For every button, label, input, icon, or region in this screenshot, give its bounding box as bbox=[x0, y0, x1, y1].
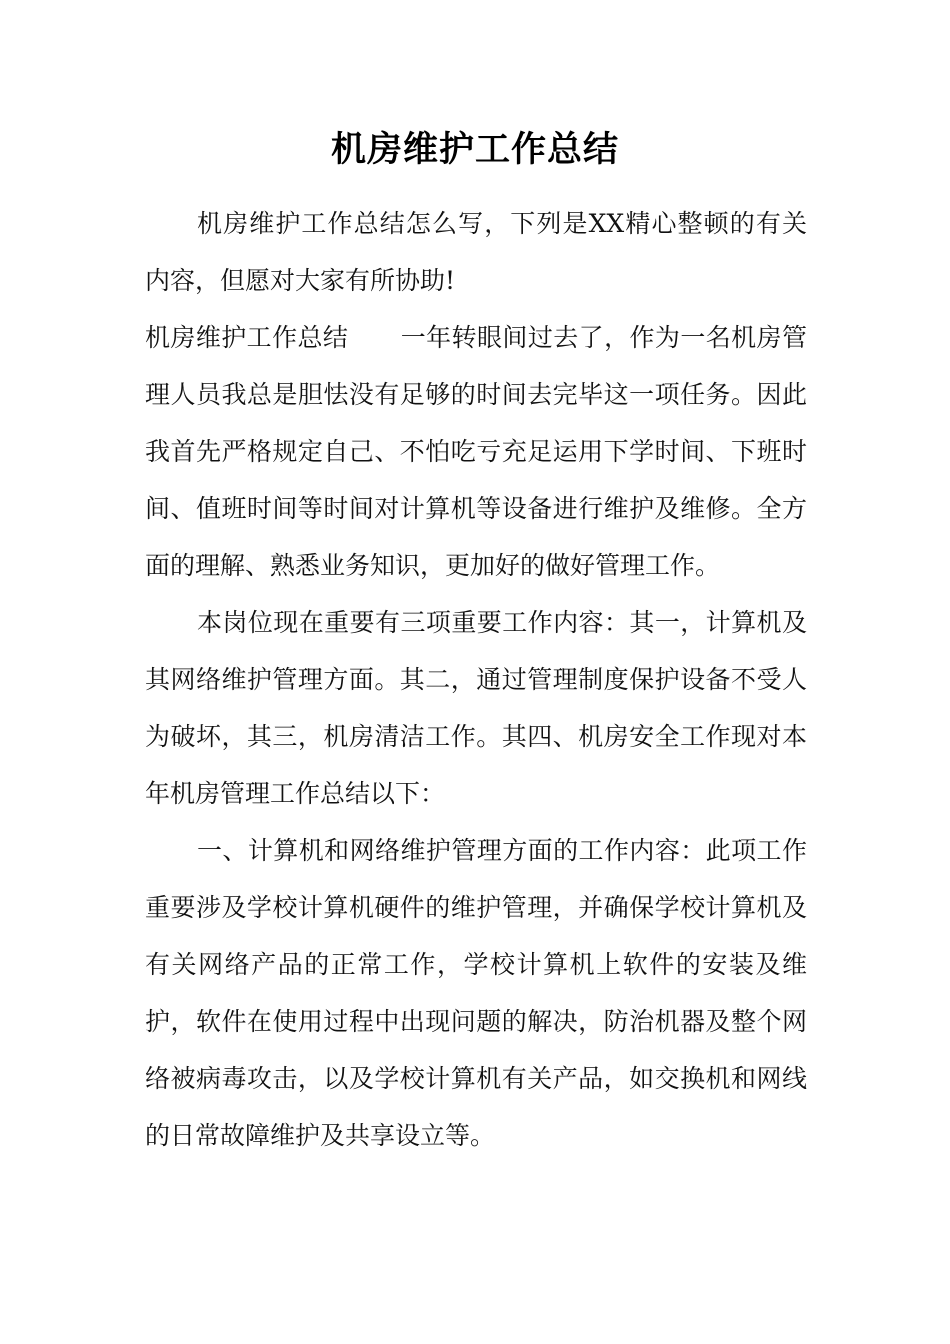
document-body bbox=[145, 195, 807, 1164]
section-one-paragraph: 一、计算机和网络维护管理方面的工作内容：此项工作重要涉及学校计算机硬件的维护管理，并确保学校计算机及有关网络产品的正常工作，学校计算机上软件的安装及维护，软件在使用过程中出现问题的解决，防治机器及整个网络被病毒攻击，以及学校计算机有关产品，如交换机和网线的日常故障维护及共享设立等。 bbox=[145, 836, 807, 1150]
inline-heading: 机房维护工作总结 bbox=[145, 323, 349, 352]
intro-paragraph: 机房维护工作总结怎么写，下列是XX精心整顿的有关内容，但愿对大家有所协助! bbox=[145, 209, 807, 295]
document-title: 机房维护工作总结 bbox=[330, 129, 619, 170]
summary-text: 一年转眼间过去了，作为一名机房管理人员我总是胆怯没有足够的时间去完毕这一项任务。因此我首先严格规定自己、不怕吃亏充足运用下学时间、下班时间、值班时间等时间对计算机等设备进行维护及维修。全方面的理解、熟悉业务知识，更加好的做好管理工作。 bbox=[145, 323, 807, 580]
duties-paragraph: 本岗位现在重要有三项重要工作内容：其一，计算机及其网络维护管理方面。其二，通过管理制度保护设备不受人为破坏，其三，机房清洁工作。其四、机房安全工作现对本年机房管理工作总结以下： bbox=[145, 608, 807, 808]
summary-paragraph bbox=[145, 309, 807, 594]
